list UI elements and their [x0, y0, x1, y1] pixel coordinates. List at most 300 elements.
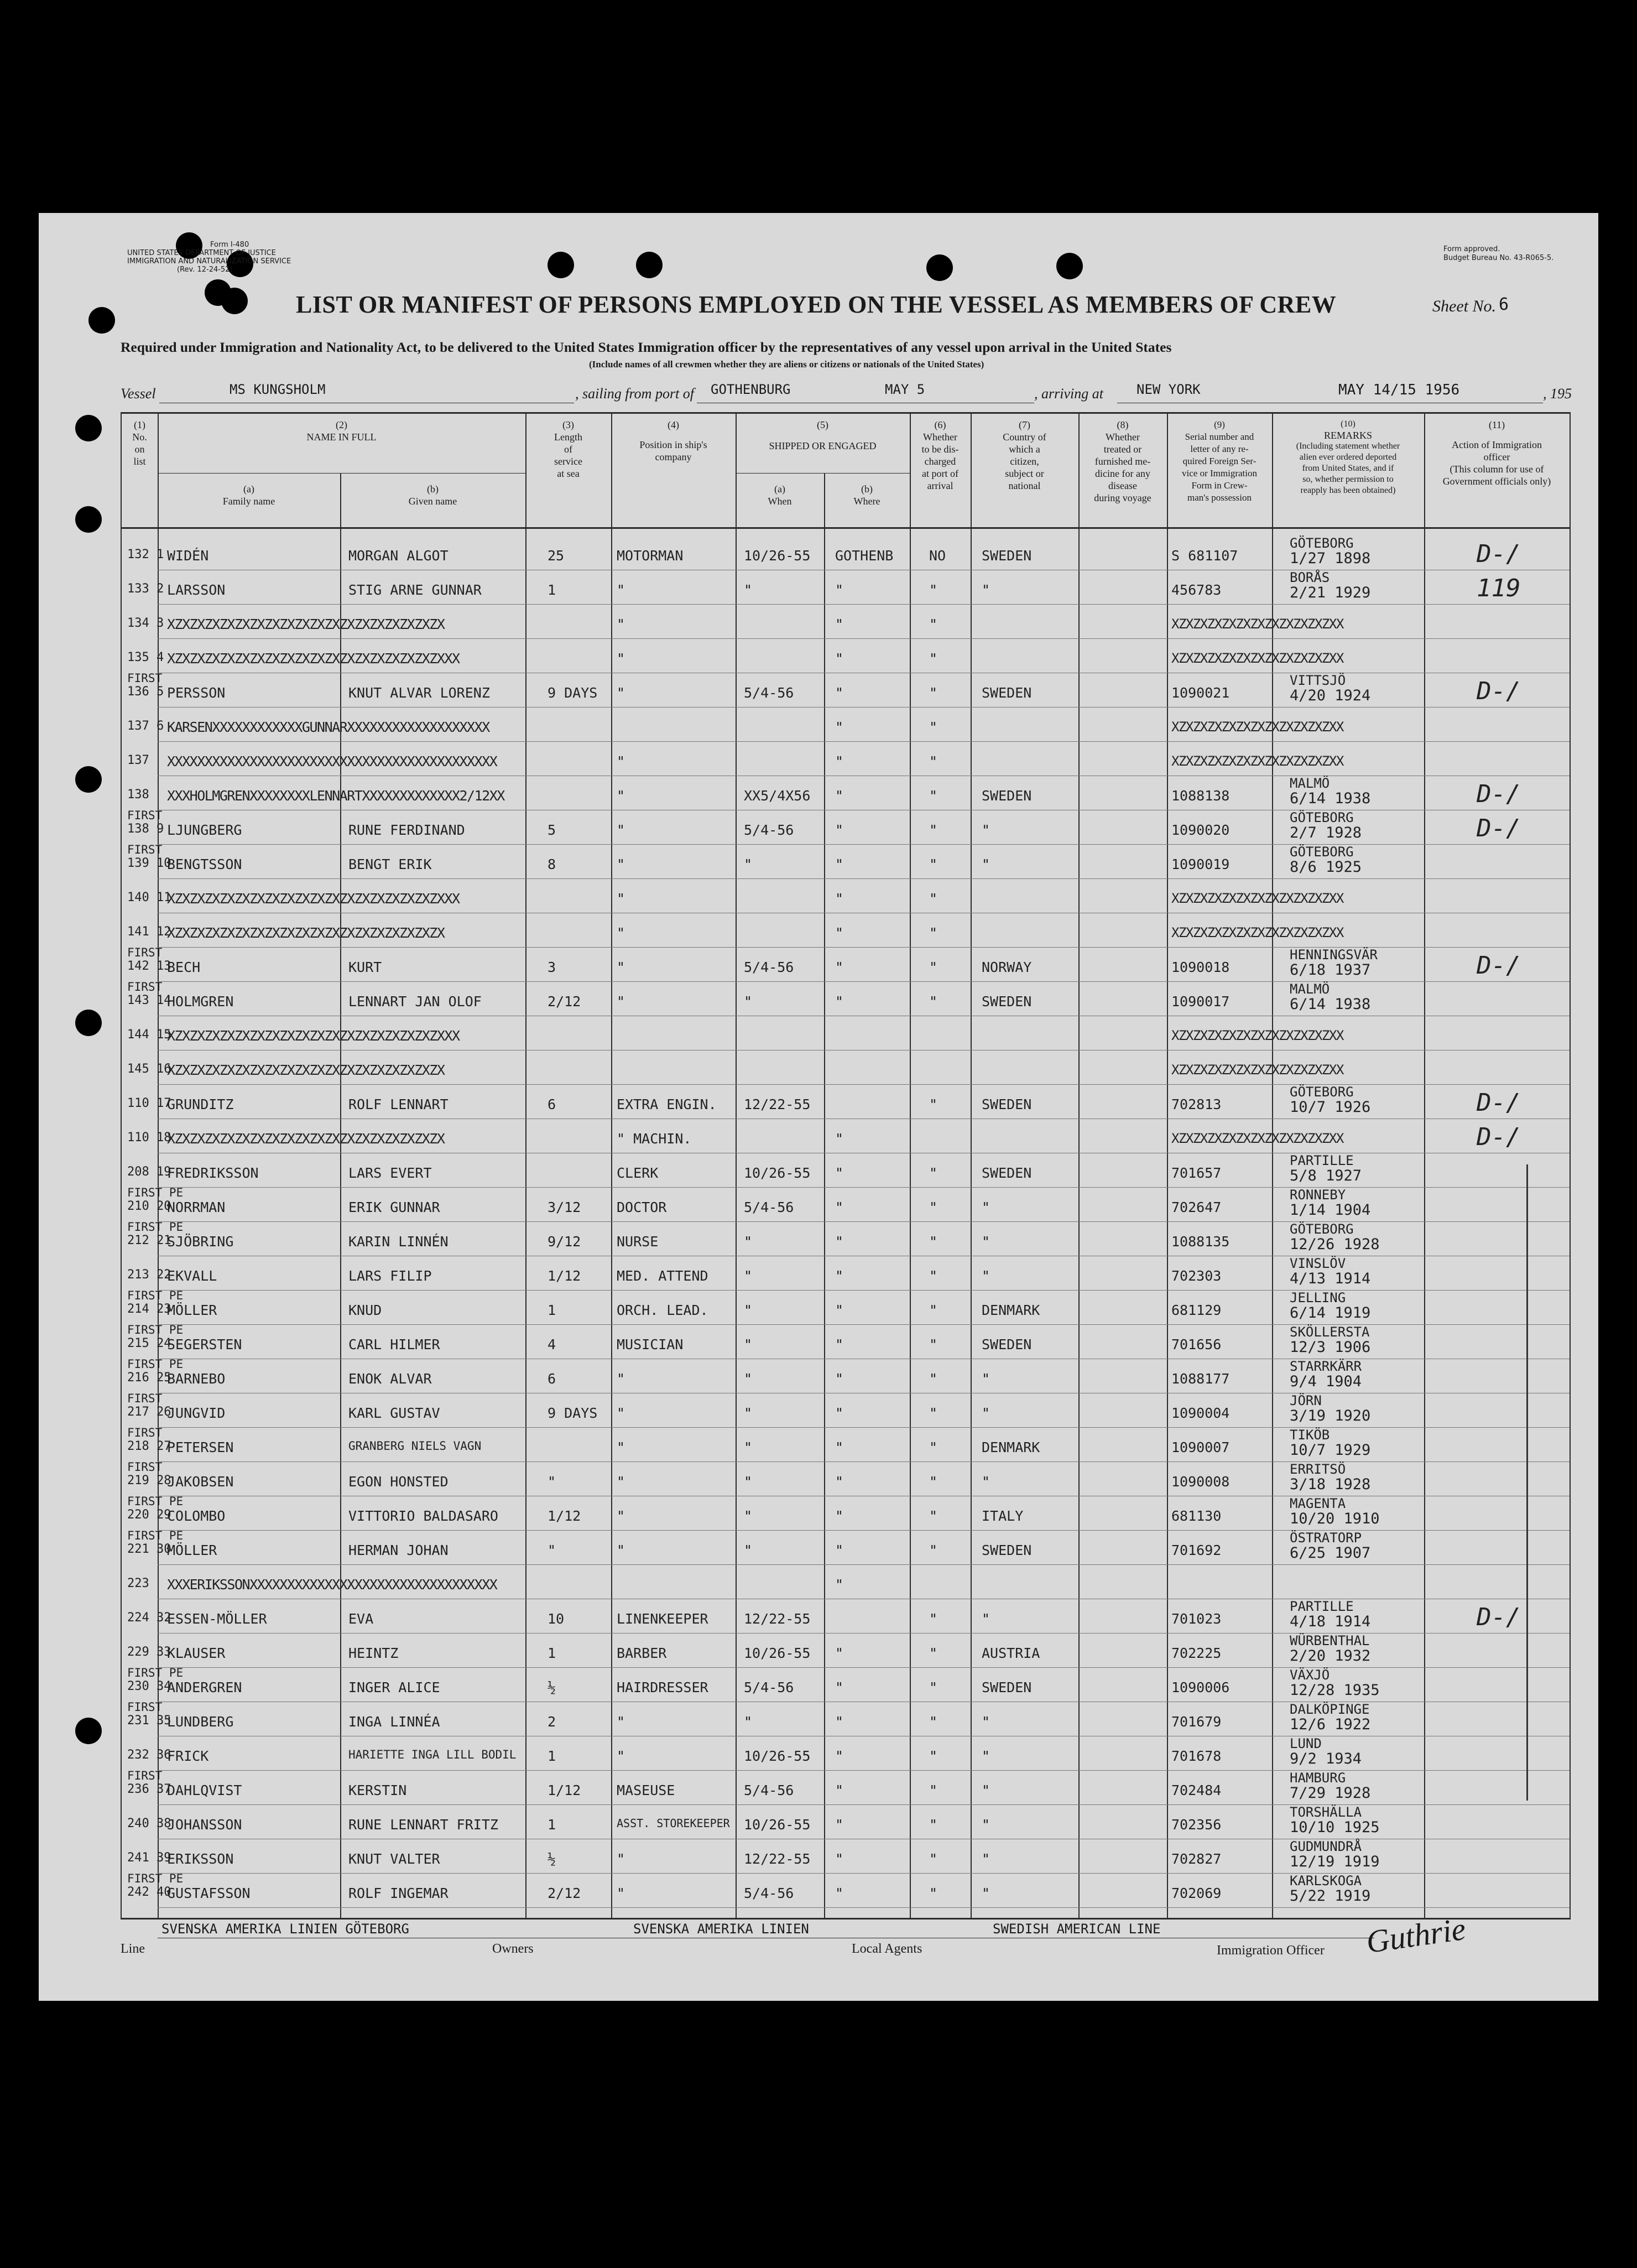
row-list-number: 140 11: [127, 891, 171, 904]
row-family-name: BARNEBO: [167, 1371, 226, 1387]
row-family-name: PETERSEN: [167, 1439, 234, 1455]
row-service-length: 6: [548, 1371, 556, 1387]
col-header-discharged: (6) Whether to be dis- charged at port of arrival: [921, 419, 959, 491]
row-given-name: KNUT ALVAR LORENZ: [348, 685, 490, 701]
row-remark-date: 12/6 1922: [1290, 1716, 1371, 1733]
row-serial-number: 701692: [1171, 1542, 1222, 1558]
row-remark-place: WÜRBENTHAL: [1290, 1633, 1370, 1648]
row-remark-place: VITTSJÖ: [1290, 673, 1346, 688]
col-header-service: (3) Length of service at sea: [554, 419, 582, 479]
punch-hole: [75, 766, 102, 793]
row-service-length: ": [548, 1542, 556, 1558]
row-remark-place: MAGENTA: [1290, 1496, 1346, 1511]
row-discharged: ": [929, 1165, 938, 1181]
row-first-marker: FIRST PE: [127, 1289, 184, 1302]
row-remark-date: 6/25 1907: [1290, 1544, 1371, 1562]
row-serial-number: 1090008: [1171, 1474, 1230, 1490]
row-discharged: ": [929, 753, 938, 769]
row-shipped-where: ": [835, 1268, 844, 1284]
row-family-name: JOHANSSON: [167, 1817, 242, 1833]
row-shipped-where: ": [835, 1782, 844, 1798]
row-discharged: ": [929, 685, 938, 701]
row-serial-number: 702225: [1171, 1645, 1222, 1661]
row-family-name: DAHLQVIST: [167, 1782, 242, 1798]
form-approved: Form approved.: [1443, 245, 1500, 253]
col-header-shipped: (5) SHIPPED OR ENGAGED: [769, 419, 877, 451]
row-list-number: 110 18: [127, 1131, 171, 1145]
row-remark-place: VÄXJÖ: [1290, 1667, 1330, 1683]
row-service-length: 10: [548, 1611, 565, 1627]
row-family-name: MÖLLER: [167, 1542, 217, 1558]
row-discharged: ": [929, 822, 938, 838]
row-serial-number: XZXZXZXZXZXZXZXZXZXZXZXX: [1171, 753, 1343, 769]
row-discharged: ": [929, 1714, 938, 1730]
row-family-name: GRUNDITZ: [167, 1096, 234, 1112]
row-remark-place: MALMÖ: [1290, 776, 1330, 791]
row-officer-action: D-/: [1477, 780, 1521, 808]
row-shipped-where: ": [835, 1336, 844, 1353]
row-service-length: 9/12: [548, 1234, 581, 1250]
row-country: ": [982, 1748, 990, 1764]
row-position: ": [617, 582, 625, 598]
row-given-name: HERMAN JOHAN: [348, 1542, 449, 1558]
row-shipped-where: ": [835, 1885, 844, 1901]
row-given-name: ERIK GUNNAR: [348, 1199, 440, 1215]
row-service-length: 2: [548, 1714, 556, 1730]
row-serial-number: 1090004: [1171, 1405, 1230, 1421]
row-country: SWEDEN: [982, 788, 1032, 804]
row-shipped-where: ": [835, 651, 844, 667]
row-list-number: 240 38: [127, 1817, 171, 1830]
row-position: ": [617, 1474, 625, 1490]
row-serial-number: 1090019: [1171, 856, 1230, 872]
row-shipped-where: ": [835, 685, 844, 701]
line-name: SVENSKA AMERIKA LINIEN GÖTEBORG: [161, 1921, 409, 1937]
row-remark-date: 9/2 1934: [1290, 1750, 1362, 1767]
row-shipped-where: ": [835, 788, 844, 804]
row-discharged: ": [929, 891, 938, 907]
row-remark-date: 2/7 1928: [1290, 824, 1362, 841]
row-country: ": [982, 1851, 990, 1867]
row-shipped-when: 5/4-56: [744, 1782, 794, 1798]
agency-block: [127, 241, 291, 274]
row-family-name: SEGERSTEN: [167, 1336, 242, 1353]
row-shipped-when: ": [744, 856, 753, 872]
departure-date: MAY 5: [885, 382, 925, 397]
row-country: SWEDEN: [982, 1336, 1032, 1353]
row-serial-number: 702827: [1171, 1851, 1222, 1867]
row-country: ITALY: [982, 1508, 1024, 1524]
row-given-name: INGA LINNÉA: [348, 1714, 440, 1730]
row-list-number: 138: [127, 788, 149, 802]
row-serial-number: 1090021: [1171, 685, 1230, 701]
sailing-label: , sailing from port of: [575, 386, 695, 402]
row-serial-number: 701679: [1171, 1714, 1222, 1730]
row-family-name: JAKOBSEN: [167, 1474, 234, 1490]
row-country: ": [982, 1405, 990, 1421]
row-position: ": [617, 788, 625, 804]
row-service-length: ": [548, 1474, 556, 1490]
arriving-label: , arriving at: [1034, 386, 1103, 402]
row-serial-number: 702356: [1171, 1817, 1222, 1833]
row-remark-date: 10/10 1925: [1290, 1819, 1380, 1836]
punch-hole: [221, 288, 248, 314]
row-family-name: XZXZXZXZXZXZXZXZXZXZXZXZXZXZXZXZXZXZX: [167, 616, 445, 632]
row-shipped-when: 10/26-55: [744, 1748, 811, 1764]
row-discharged: ": [929, 1371, 938, 1387]
row-remark-date: 1/27 1898: [1290, 550, 1371, 567]
row-remark-place: GUDMUNDRÅ: [1290, 1839, 1362, 1854]
row-remark-place: KARLSKOGA: [1290, 1873, 1362, 1889]
row-remark-place: ERRITSÖ: [1290, 1461, 1346, 1477]
row-given-name: RUNE FERDINAND: [348, 822, 465, 838]
col-header-name: (2) NAME IN FULL: [306, 419, 377, 443]
row-shipped-where: ": [835, 1131, 844, 1147]
row-shipped-where: ": [835, 1199, 844, 1215]
row-shipped-where: ": [835, 993, 844, 1010]
row-remark-date: 6/18 1937: [1290, 961, 1371, 979]
row-family-name: HOLMGREN: [167, 993, 234, 1010]
row-family-name: LARSSON: [167, 582, 226, 598]
row-service-length: 8: [548, 856, 556, 872]
row-family-name: KARSENXXXXXXXXXXXXGUNNARXXXXXXXXXXXXXXXXXXX: [167, 719, 489, 735]
row-first-marker: FIRST: [127, 1426, 163, 1439]
row-list-number: 138 9: [127, 822, 164, 836]
row-serial-number: 1088138: [1171, 788, 1230, 804]
row-remark-date: 2/21 1929: [1290, 584, 1371, 601]
row-service-length: 1: [548, 1748, 556, 1764]
vessel-name: MS KUNGSHOLM: [230, 382, 326, 397]
row-shipped-where: ": [835, 925, 844, 941]
row-position: ": [617, 925, 625, 941]
row-remark-date: 4/18 1914: [1290, 1613, 1371, 1630]
row-discharged: ": [929, 719, 938, 735]
punch-hole: [636, 252, 663, 278]
row-position: ": [617, 959, 625, 975]
row-remark-date: 6/14 1919: [1290, 1304, 1371, 1322]
row-serial-number: 1090007: [1171, 1439, 1230, 1455]
row-serial-number: 701023: [1171, 1611, 1222, 1627]
row-country: DENMARK: [982, 1302, 1040, 1318]
row-discharged: ": [929, 856, 938, 872]
row-list-number: 229 33: [127, 1645, 171, 1659]
punch-hole: [1056, 253, 1083, 279]
row-service-length: 1: [548, 1645, 556, 1661]
row-discharged: ": [929, 1885, 938, 1901]
row-position: ": [617, 1439, 625, 1455]
row-serial-number: 1090006: [1171, 1679, 1230, 1695]
punch-hole: [548, 252, 574, 278]
row-shipped-when: 5/4-56: [744, 1199, 794, 1215]
row-discharged: ": [929, 1474, 938, 1490]
row-family-name: FREDRIKSSON: [167, 1165, 259, 1181]
row-remark-place: SKÖLLERSTA: [1290, 1324, 1370, 1340]
row-service-length: 1/12: [548, 1268, 581, 1284]
row-position: ": [617, 651, 625, 667]
row-first-marker: FIRST: [127, 1769, 163, 1782]
row-position: HAIRDRESSER: [617, 1679, 708, 1695]
punch-hole: [75, 1718, 102, 1744]
row-discharged: ": [929, 993, 938, 1010]
col-header-country: (7) Country of which a citizen, subject or national: [1003, 419, 1046, 491]
officer-pen-stroke: [1526, 1164, 1528, 1801]
row-service-length: 3: [548, 959, 556, 975]
row-shipped-when: 10/26-55: [744, 548, 811, 564]
row-country: ": [982, 1371, 990, 1387]
row-list-number: 132 1: [127, 548, 164, 561]
row-country: SWEDEN: [982, 1542, 1032, 1558]
row-given-name: INGER ALICE: [348, 1679, 440, 1695]
col-header-number: (1) No. on list: [132, 419, 147, 467]
row-list-number: 219 28: [127, 1474, 171, 1487]
row-remark-place: GÖTEBORG: [1290, 844, 1354, 860]
row-list-number: 223: [127, 1577, 149, 1590]
row-list-number: 145 16: [127, 1062, 171, 1076]
row-country: ": [982, 1885, 990, 1901]
row-shipped-where: ": [835, 1542, 844, 1558]
row-position: MASEUSE: [617, 1782, 675, 1798]
row-given-name: EGON HONSTED: [348, 1474, 449, 1490]
row-first-marker: FIRST PE: [127, 1495, 184, 1508]
row-remark-place: JELLING: [1290, 1290, 1346, 1305]
sheet-label: Sheet No.: [1432, 297, 1496, 315]
row-country: ": [982, 1817, 990, 1833]
row-position: NURSE: [617, 1234, 659, 1250]
row-remark-date: 4/13 1914: [1290, 1270, 1371, 1287]
row-list-number: 232 36: [127, 1748, 171, 1762]
row-discharged: ": [929, 1302, 938, 1318]
row-country: NORWAY: [982, 959, 1032, 975]
row-officer-action: D-/: [1477, 677, 1521, 705]
row-country: ": [982, 582, 990, 598]
row-country: AUSTRIA: [982, 1645, 1040, 1661]
row-discharged: ": [929, 959, 938, 975]
agents-name: SWEDISH AMERICAN LINE: [993, 1921, 1161, 1937]
row-discharged: ": [929, 1817, 938, 1833]
punch-hole: [926, 254, 953, 281]
row-service-length: 2/12: [548, 1885, 581, 1901]
row-given-name: GRANBERG NIELS VAGN: [348, 1439, 482, 1453]
owners-label: Owners: [492, 1942, 534, 1956]
row-country: SWEDEN: [982, 1165, 1032, 1181]
row-discharged: ": [929, 616, 938, 632]
row-list-number: 135 4: [127, 651, 164, 664]
row-position: ": [617, 616, 625, 632]
vessel-label: Vessel: [121, 386, 156, 402]
row-position: ": [617, 1405, 625, 1421]
row-given-name: STIG ARNE GUNNAR: [348, 582, 482, 598]
row-country: ": [982, 1199, 990, 1215]
row-first-marker: FIRST PE: [127, 1323, 184, 1336]
row-first-marker: FIRST PE: [127, 1872, 184, 1885]
row-serial-number: 702069: [1171, 1885, 1222, 1901]
row-shipped-when: ": [744, 1405, 753, 1421]
col-header-given: (b) Given name: [408, 483, 457, 507]
row-remark-date: 12/26 1928: [1290, 1236, 1380, 1253]
row-position: EXTRA ENGIN.: [617, 1096, 717, 1112]
row-shipped-where: ": [835, 616, 844, 632]
row-position: " MACHIN.: [617, 1131, 692, 1147]
owners-name: SVENSKA AMERIKA LINIEN: [633, 1921, 809, 1937]
row-shipped-when: ": [744, 1371, 753, 1387]
row-first-marker: FIRST: [127, 946, 163, 959]
revision-date: (Rev. 12-24-52): [177, 266, 233, 274]
include-notice: (Include names of all crewmen whether they are aliens or citizens or nationals of the United States): [589, 359, 984, 370]
row-shipped-when: 10/26-55: [744, 1645, 811, 1661]
row-remark-date: 6/14 1938: [1290, 790, 1371, 807]
row-family-name: EKVALL: [167, 1268, 217, 1284]
col-header-family: (a) Family name: [222, 483, 275, 507]
row-position: ": [617, 856, 625, 872]
punch-hole: [88, 307, 115, 334]
row-family-name: XZXZXZXZXZXZXZXZXZXZXZXZXZXZXZXZXZXZXXX: [167, 651, 460, 667]
row-position: ": [617, 1851, 625, 1867]
row-given-name: ROLF LENNART: [348, 1096, 449, 1112]
row-shipped-where: ": [835, 856, 844, 872]
row-shipped-when: ": [744, 1439, 753, 1455]
row-remark-place: STARRKÄRR: [1290, 1359, 1362, 1374]
row-given-name: LARS EVERT: [348, 1165, 432, 1181]
row-family-name: KLAUSER: [167, 1645, 226, 1661]
row-remark-date: 3/18 1928: [1290, 1476, 1371, 1493]
row-discharged: ": [929, 1645, 938, 1661]
row-remark-date: 12/19 1919: [1290, 1853, 1380, 1870]
sheet-number: 6: [1499, 295, 1509, 314]
row-country: ": [982, 1474, 990, 1490]
row-serial-number: 1090020: [1171, 822, 1230, 838]
row-serial-number: 1090018: [1171, 959, 1230, 975]
row-officer-action: D-/: [1477, 1089, 1521, 1117]
row-officer-action: D-/: [1477, 814, 1521, 842]
row-country: SWEDEN: [982, 685, 1032, 701]
row-serial-number: 702484: [1171, 1782, 1222, 1798]
row-serial-number: 1088135: [1171, 1234, 1230, 1250]
arrival-port: NEW YORK: [1136, 382, 1201, 397]
row-service-length: 1: [548, 582, 556, 598]
row-position: ": [617, 993, 625, 1010]
row-service-length: 9 DAYS: [548, 685, 598, 701]
row-shipped-where: ": [835, 1714, 844, 1730]
row-country: ": [982, 1611, 990, 1627]
row-shipped-when: 5/4-56: [744, 822, 794, 838]
row-remark-date: 1/14 1904: [1290, 1201, 1371, 1219]
officer-label: Immigration Officer: [1217, 1943, 1325, 1958]
row-list-number: 224 32: [127, 1611, 171, 1625]
row-family-name: MÖLLER: [167, 1302, 217, 1318]
form-number: Form I-480: [210, 241, 249, 249]
row-serial-number: XZXZXZXZXZXZXZXZXZXZXZXX: [1171, 616, 1343, 632]
row-serial-number: XZXZXZXZXZXZXZXZXZXZXZXX: [1171, 1028, 1343, 1043]
row-shipped-when: 5/4-56: [744, 685, 794, 701]
row-service-length: ½: [548, 1679, 556, 1695]
row-remark-date: 12/28 1935: [1290, 1682, 1380, 1699]
col-header-serial: (9) Serial number and letter of any re- quired Foreign Ser- vice or Immigration Form in Crew- man's possession: [1182, 419, 1257, 503]
manifest-sheet: [39, 213, 1598, 2001]
row-position: ": [617, 1748, 625, 1764]
row-shipped-where: ": [835, 1474, 844, 1490]
row-service-length: 4: [548, 1336, 556, 1353]
row-family-name: ANDERGREN: [167, 1679, 242, 1695]
row-shipped-when: ": [744, 1474, 753, 1490]
punch-hole: [75, 1010, 102, 1036]
row-remark-place: JÖRN: [1290, 1393, 1322, 1408]
row-officer-action: D-/: [1477, 951, 1521, 980]
row-list-number: 133 2: [127, 582, 164, 596]
row-shipped-where: ": [835, 1439, 844, 1455]
row-family-name: XXXERIKSSONXXXXXXXXXXXXXXXXXXXXXXXXXXXXXXXXX: [167, 1577, 497, 1593]
row-family-name: JUNGVID: [167, 1405, 226, 1421]
row-shipped-when: ": [744, 1302, 753, 1318]
row-first-marker: FIRST: [127, 672, 163, 685]
row-country: ": [982, 856, 990, 872]
row-family-name: XZXZXZXZXZXZXZXZXZXZXZXZXZXZXZXZXZXZXXX: [167, 891, 460, 907]
row-family-name: XZXZXZXZXZXZXZXZXZXZXZXZXZXZXZXZXZXZXXX: [167, 1028, 460, 1044]
row-shipped-where: ": [835, 1405, 844, 1421]
row-remark-date: 8/6 1925: [1290, 859, 1362, 876]
row-shipped-where: GOTHENB: [835, 548, 894, 564]
arrival-date: MAY 14/15 1956: [1338, 382, 1460, 398]
row-serial-number: 702303: [1171, 1268, 1222, 1284]
punch-hole: [75, 506, 102, 533]
row-list-number: 236 37: [127, 1782, 171, 1796]
row-country: ": [982, 1268, 990, 1284]
col-header-where: (b) Where: [853, 483, 880, 507]
row-position: ": [617, 822, 625, 838]
row-remark-date: 7/29 1928: [1290, 1785, 1371, 1802]
row-shipped-where: ": [835, 1371, 844, 1387]
row-serial-number: 681130: [1171, 1508, 1222, 1524]
row-family-name: XXXHOLMGRENXXXXXXXXLENNARTXXXXXXXXXXXXX2/12XX: [167, 788, 504, 804]
page-title: LIST OR MANIFEST OF PERSONS EMPLOYED ON THE VESSEL AS MEMBERS OF CREW: [296, 291, 1337, 318]
row-given-name: KARIN LINNÉN: [348, 1234, 449, 1250]
row-shipped-where: ": [835, 1679, 844, 1695]
row-remark-place: GÖTEBORG: [1290, 1221, 1354, 1237]
row-family-name: PERSSON: [167, 685, 226, 701]
row-given-name: RUNE LENNART FRITZ: [348, 1817, 498, 1833]
row-service-length: 9 DAYS: [548, 1405, 598, 1421]
row-given-name: CARL HILMER: [348, 1336, 440, 1353]
row-serial-number: 1088177: [1171, 1371, 1230, 1387]
row-remark-place: GÖTEBORG: [1290, 1084, 1354, 1100]
row-list-number: 137 6: [127, 719, 164, 733]
row-remark-date: 3/19 1920: [1290, 1407, 1371, 1424]
row-given-name: KURT: [348, 959, 382, 975]
row-first-marker: FIRST: [127, 843, 163, 856]
row-family-name: XZXZXZXZXZXZXZXZXZXZXZXZXZXZXZXZXZXZX: [167, 1062, 445, 1078]
row-list-number: 215 24: [127, 1336, 171, 1350]
row-serial-number: 1090017: [1171, 993, 1230, 1010]
row-list-number: 230 34: [127, 1679, 171, 1693]
row-list-number: 141 12: [127, 925, 171, 939]
row-country: ": [982, 1782, 990, 1798]
row-given-name: KNUT VALTER: [348, 1851, 440, 1867]
row-first-marker: FIRST: [127, 1700, 163, 1714]
row-list-number: 213 22: [127, 1268, 171, 1282]
row-given-name: EVA: [348, 1611, 374, 1627]
row-position: ": [617, 1885, 625, 1901]
row-shipped-when: ": [744, 1234, 753, 1250]
row-given-name: KERSTIN: [348, 1782, 407, 1798]
row-position: BARBER: [617, 1645, 667, 1661]
row-serial-number: XZXZXZXZXZXZXZXZXZXZXZXX: [1171, 719, 1343, 735]
row-remark-date: 4/20 1924: [1290, 687, 1371, 704]
row-discharged: ": [929, 1096, 938, 1112]
row-serial-number: 681129: [1171, 1302, 1222, 1318]
row-first-marker: FIRST PE: [127, 1186, 184, 1199]
col-header-remarks: (10) REMARKS (Including statement whether alien ever ordered deported from United States, and if so, whether permission to reapply has been obtained): [1296, 419, 1400, 495]
row-remark-place: RONNEBY: [1290, 1187, 1346, 1203]
row-discharged: ": [929, 788, 938, 804]
